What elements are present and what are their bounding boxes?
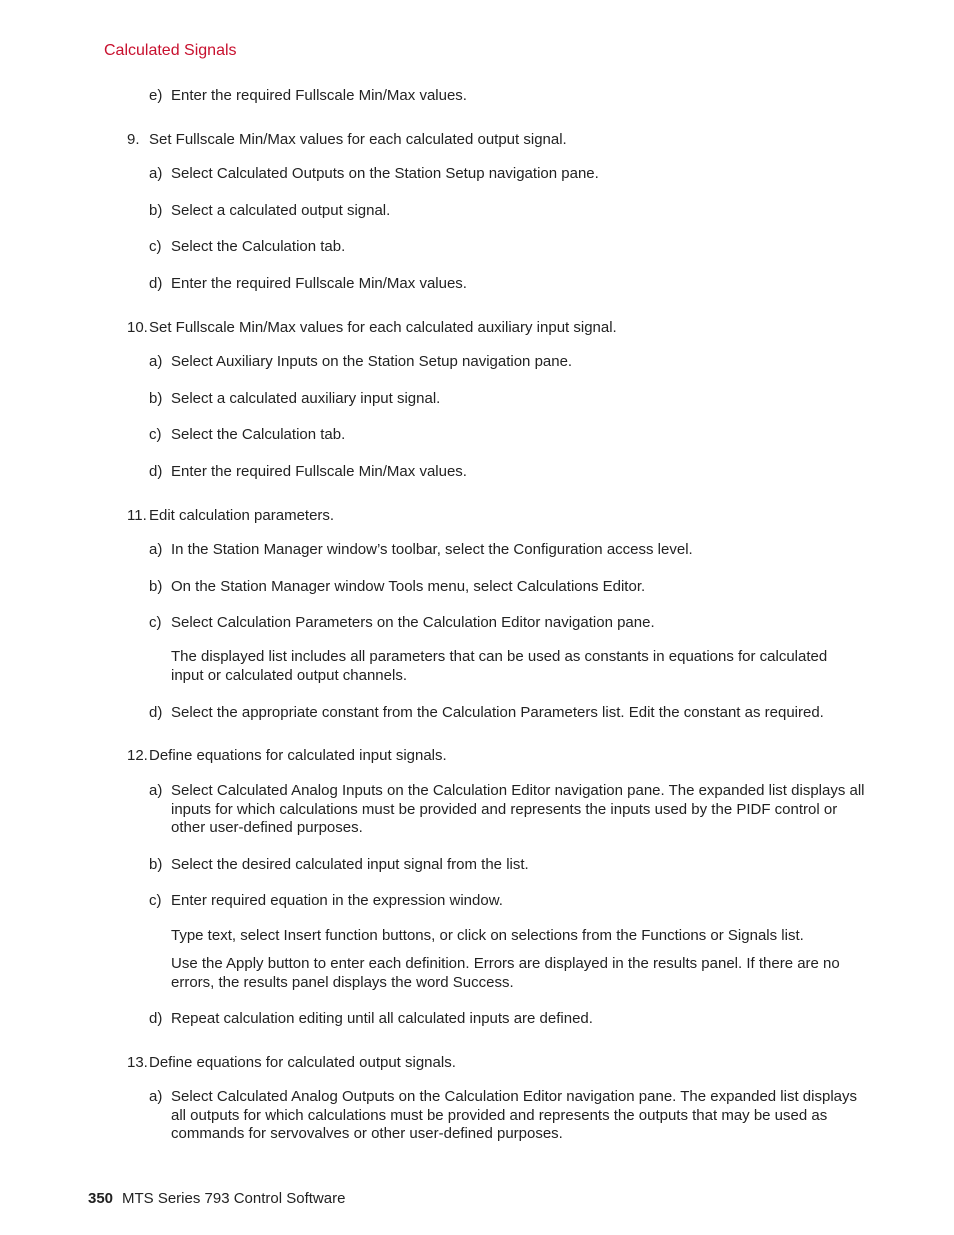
- step-number: 11.: [127, 507, 147, 524]
- substep-label: a): [149, 782, 163, 799]
- substep-label: e): [149, 87, 163, 104]
- substep-text: Enter required equation in the expression window.: [171, 892, 503, 909]
- substep-label: a): [149, 165, 163, 182]
- substep-label: d): [149, 275, 163, 292]
- step-text: Define equations for calculated input signals.: [149, 747, 447, 764]
- substep-label: b): [149, 856, 163, 873]
- substep-label: a): [149, 1088, 163, 1105]
- substep-text: Select the Calculation tab.: [171, 238, 346, 255]
- substep-text: Select a calculated output signal.: [171, 202, 391, 219]
- step-number: 10.: [127, 319, 148, 336]
- substep-label: d): [149, 1010, 163, 1027]
- step-number: 9.: [127, 131, 140, 148]
- substep-label: c): [149, 238, 162, 255]
- substep-note: The displayed list includes all parameters that can be used as constants in equations for calculated input or calculated output channels.: [171, 648, 828, 684]
- section-header: Calculated Signals: [104, 42, 237, 59]
- step-text: Define equations for calculated output signals.: [149, 1054, 456, 1071]
- substep-label: b): [149, 390, 163, 407]
- step-text: Edit calculation parameters.: [149, 507, 335, 524]
- substep-text: Select the Calculation tab.: [171, 426, 346, 443]
- step-number: 12.: [127, 747, 148, 764]
- substep-label: c): [149, 614, 162, 631]
- substep-label: c): [149, 426, 162, 443]
- substep-label: a): [149, 353, 163, 370]
- substep-text: Enter the required Fullscale Min/Max values.: [171, 463, 467, 480]
- substep-label: a): [149, 541, 163, 558]
- substep-text: Select a calculated auxiliary input signal.: [171, 390, 441, 407]
- substep-text: Enter the required Fullscale Min/Max values.: [171, 275, 467, 292]
- substep-text: Select the desired calculated input signal from the list.: [171, 856, 529, 873]
- substep-label: d): [149, 463, 163, 480]
- page-number: 350: [88, 1190, 114, 1207]
- substep-text: Select Calculated Outputs on the Station Setup navigation pane.: [171, 165, 599, 182]
- substep-label: b): [149, 202, 163, 219]
- substep-text: Enter the required Fullscale Min/Max values.: [171, 87, 467, 104]
- step-number: 13.: [127, 1054, 148, 1071]
- footer-title: MTS Series 793 Control Software: [122, 1190, 346, 1207]
- substep-text: Select Calculated Analog Inputs on the Calculation Editor navigation pane. The expanded list displays all inputs for which calculations must be provided and represents the inputs used by the PIDF control or other user-defined purposes.: [171, 782, 865, 836]
- substep-note: Use the Apply button to enter each definition. Errors are displayed in the results panel. If there are no errors, the results panel displays the word Success.: [171, 955, 840, 991]
- substep-text: Select Calculated Analog Outputs on the Calculation Editor navigation pane. The expanded list displays all outputs for which calculations must be provided and represents the outputs that may be used as commands for servovalves or other user-defined purposes.: [171, 1088, 858, 1142]
- substep-text: Select Auxiliary Inputs on the Station Setup navigation pane.: [171, 353, 573, 370]
- step-text: Set Fullscale Min/Max values for each calculated output signal.: [149, 131, 567, 148]
- substep-label: b): [149, 578, 163, 595]
- substep-text: Repeat calculation editing until all calculated inputs are defined.: [171, 1010, 593, 1027]
- substep-note: Type text, select Insert function buttons, or click on selections from the Functions or Signals list.: [171, 927, 804, 944]
- substep-text: Select the appropriate constant from the Calculation Parameters list. Edit the constant as required.: [171, 704, 824, 721]
- substep-label: c): [149, 892, 162, 909]
- step-text: Set Fullscale Min/Max values for each calculated auxiliary input signal.: [149, 319, 617, 336]
- substep-text: On the Station Manager window Tools menu, select Calculations Editor.: [171, 578, 646, 595]
- substep-label: d): [149, 704, 163, 721]
- substep-text: Select Calculation Parameters on the Calculation Editor navigation pane.: [171, 614, 655, 631]
- substep-text: In the Station Manager window’s toolbar, select the Configuration access level.: [171, 541, 693, 558]
